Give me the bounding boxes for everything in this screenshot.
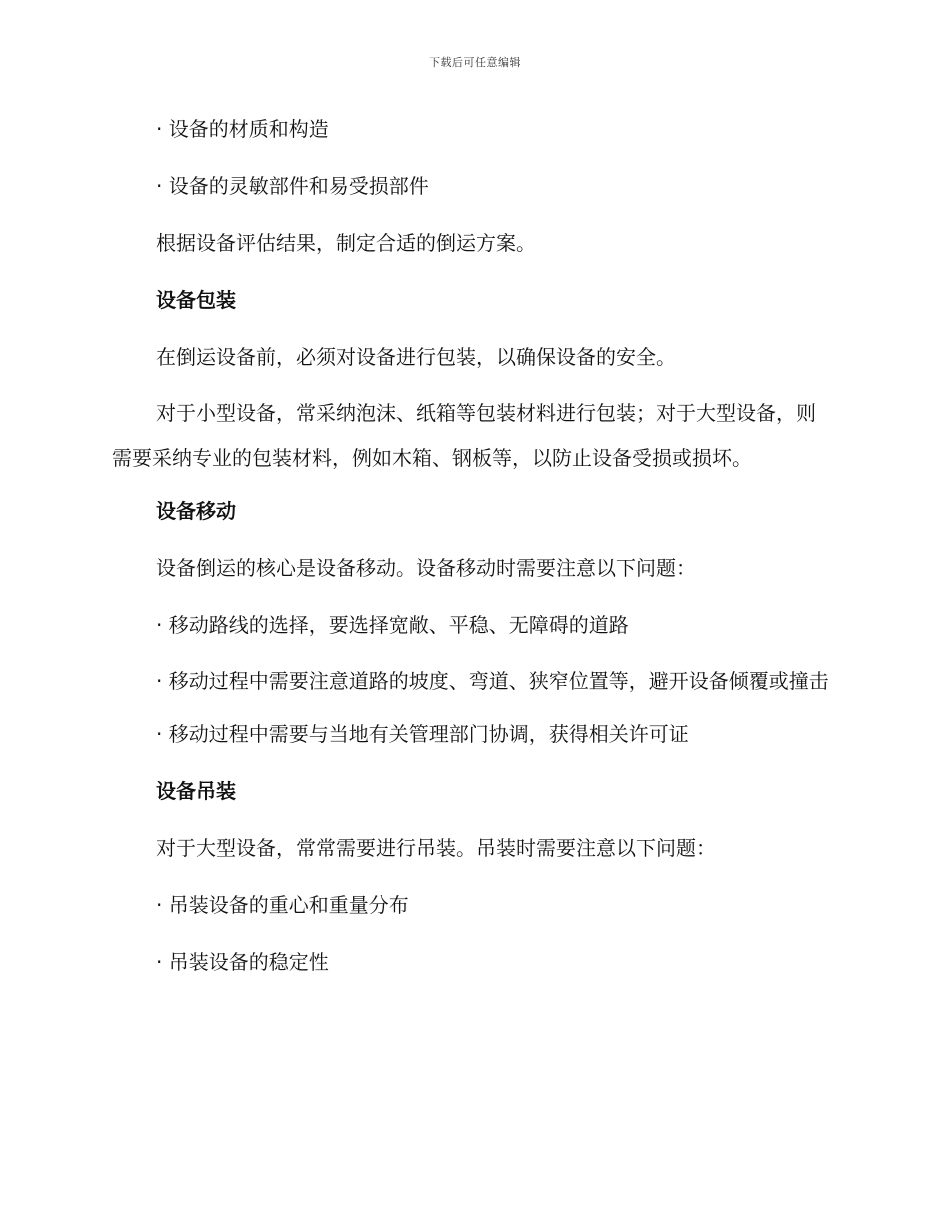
page-header: 下载后可任意编辑 (429, 56, 521, 69)
bullet-material-structure: · 设备的材质和构造 (156, 117, 329, 141)
paragraph-moving-intro: 设备倒运的核心是设备移动。设备移动时需要注意以下问题： (156, 556, 696, 580)
bullet-center-of-gravity: · 吊装设备的重心和重量分布 (156, 893, 409, 917)
heading-lifting: 设备吊装 (156, 779, 236, 803)
paragraph-lifting-intro: 对于大型设备，常常需要进行吊装。吊装时需要注意以下问题： (156, 836, 716, 860)
paragraph-packaging-intro: 在倒运设备前，必须对设备进行包装，以确保设备的安全。 (156, 345, 676, 369)
paragraph-packaging-materials: 对于小型设备，常采纳泡沫、纸箱等包装材料进行包装；对于大型设备，则需要采纳专业的包装材料，例如木箱、钢板等，以防止设备受损或损坏。 (112, 401, 816, 470)
heading-moving: 设备移动 (156, 499, 236, 523)
bullet-sensitive-parts: · 设备的灵敏部件和易受损部件 (156, 174, 429, 198)
bullet-permits: · 移动过程中需要与当地有关管理部门协调，获得相关许可证 (156, 722, 689, 746)
document-body (112, 112, 832, 1002)
bullet-route-selection: · 移动路线的选择，要选择宽敞、平稳、无障碍的道路 (156, 613, 629, 637)
heading-packaging: 设备包装 (156, 288, 236, 312)
paragraph-plan: 根据设备评估结果，制定合适的倒运方案。 (156, 231, 536, 255)
bullet-stability: · 吊装设备的稳定性 (156, 950, 329, 974)
bullet-road-conditions: · 移动过程中需要注意道路的坡度、弯道、狭窄位置等，避开设备倾覆或撞击 (156, 669, 829, 693)
